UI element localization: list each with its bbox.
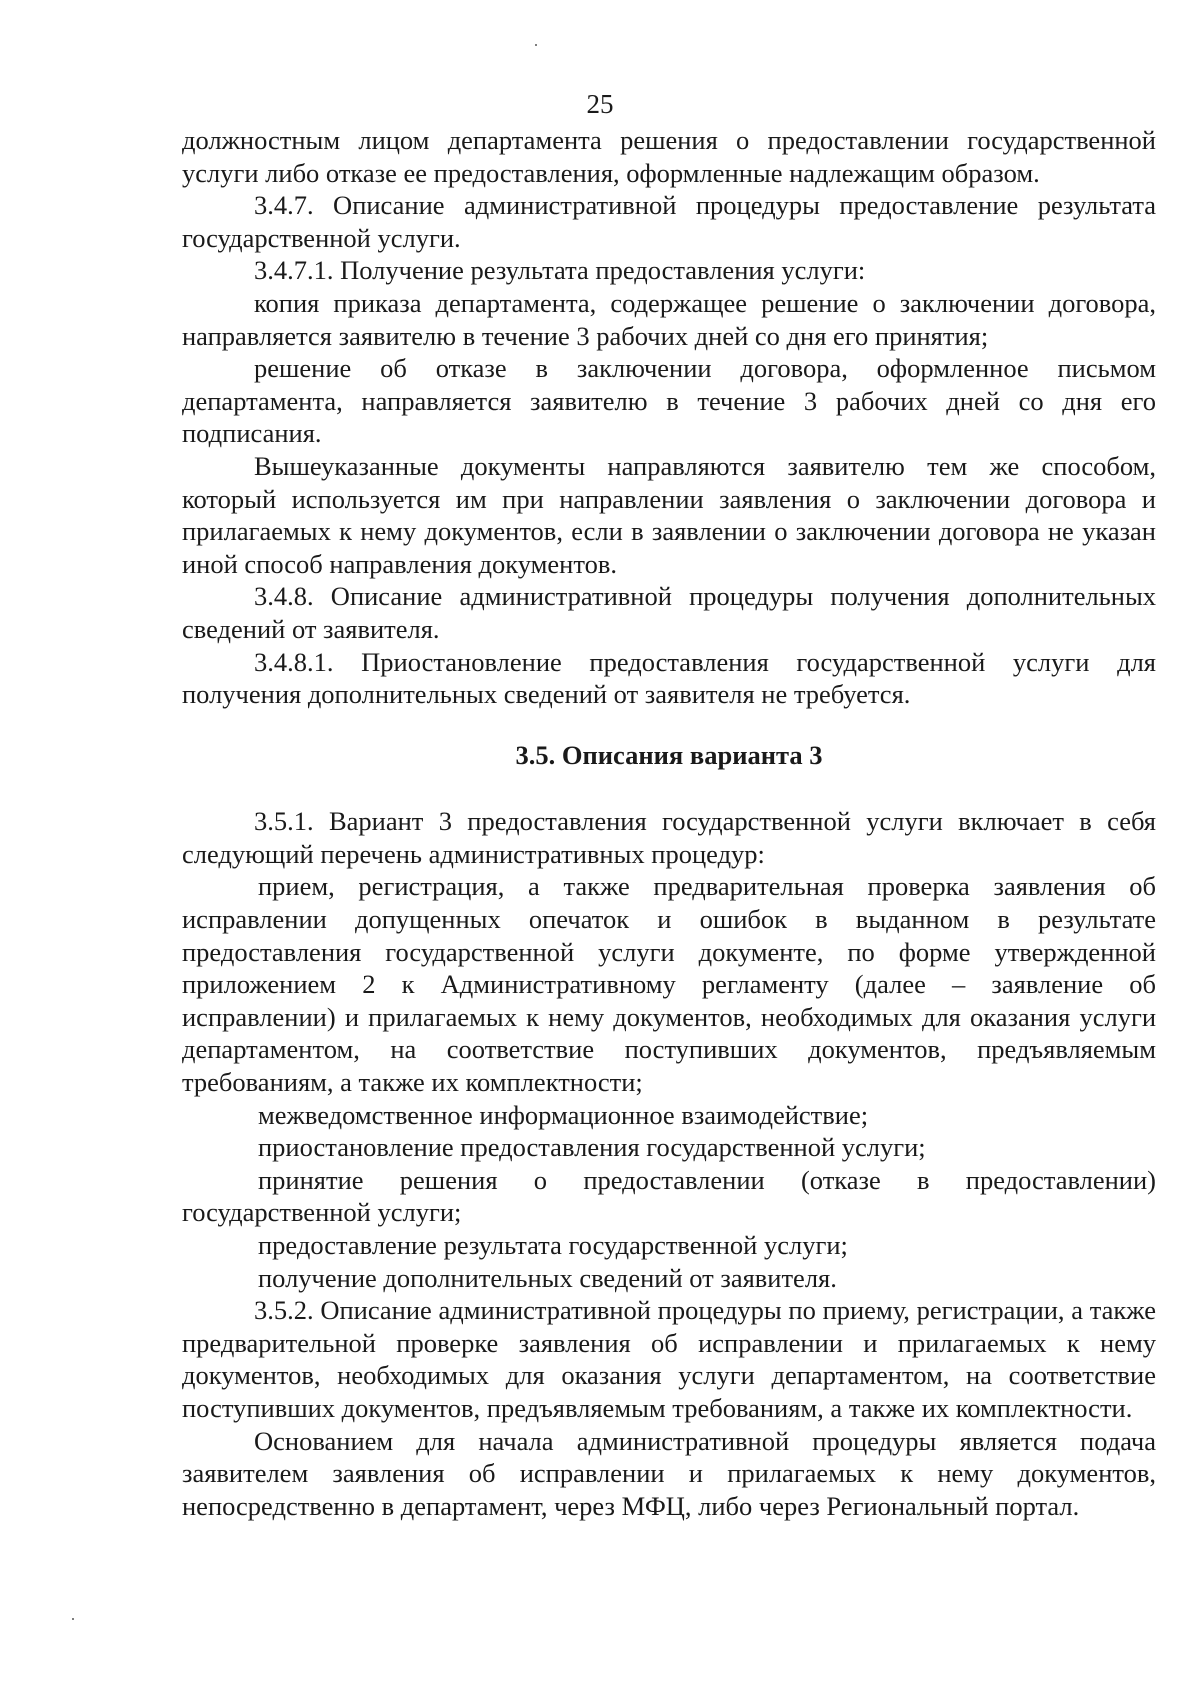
document-body (182, 124, 1156, 1522)
list-item: прием, регистрация, а также предварительная проверка заявления об исправлении допущенных опечаток и ошибок в выданном в результате предоставления государственной услуги документе, по форме утвержденной приложением 2 к Административному регламенту (далее – заявление об исправлении) и прилагаемых к нему документов, необходимых для оказания услуги департаментом, на соответствие поступивших документов, предъявляемым требованиям, а также их комплектности; (182, 871, 1156, 1098)
paragraph: 3.4.7.1. Получение результата предоставления услуги: (254, 255, 866, 286)
paragraph: должностным лицом департамента решения о предоставлении государственной услуги либо отказе ее предоставления, оформленные надлежащим образом. (182, 125, 1156, 188)
list-item: получение дополнительных сведений от заявителя. (258, 1262, 837, 1293)
list-item: принятие решения о предоставлении (отказе в предоставлении) государственной услуги; (182, 1164, 1156, 1228)
scan-speck-bottom (72, 1618, 74, 1620)
paragraph: Вышеуказанные документы направляются заявителю тем же способом, который используется им при направлении заявления о заключении договора и прилагаемых к нему документов, если в заявлении о заключении договора не указан иной способ направления документов. (182, 450, 1156, 579)
paragraph: решение об отказе в заключении договора, оформленное письмом департамента, направляется заявителю в течение 3 рабочих дней со дня его подписания. (182, 353, 1156, 449)
scan-speck-top (535, 44, 537, 46)
list-item: приостановление предоставления государственной услуги; (258, 1132, 926, 1163)
paragraph: 3.4.7. Описание административной процедуры предоставление результата государственной услуги. (182, 190, 1156, 253)
paragraph: 3.4.8.1. Приостановление предоставления государственной услуги для получения дополнительных сведений от заявителя не требуется. (182, 646, 1156, 710)
paragraph: 3.5.2. Описание административной процедуры по приему, регистрации, а также предварительной проверке заявления об исправлении и прилагаемых к нему документов, необходимых для оказания услуги департаментом, на соответствие поступивших документов, предъявляемым требованиям, а также их комплектности. (182, 1295, 1156, 1423)
paragraph: 3.4.8. Описание административной процедуры получения дополнительных сведений от заявителя. (182, 581, 1156, 644)
list-item: межведомственное информационное взаимодействие; (258, 1099, 869, 1130)
paragraph: 3.5.1. Вариант 3 предоставления государственной услуги включает в себя следующий перечень административных процедур: (182, 806, 1156, 869)
paragraph: копия приказа департамента, содержащее решение о заключении договора, направляется заявителю в течение 3 рабочих дней со дня его принятия; (182, 287, 1156, 351)
list-item: предоставление результата государственной услуги; (258, 1230, 848, 1260)
section-heading: 3.5. Описания варианта 3 (515, 739, 823, 770)
page-number: 25 (586, 89, 614, 119)
paragraph: Основанием для начала административной процедуры является подача заявителем заявления об исправлении и прилагаемых к нему документов, непосредственно в департамент, через МФЦ, либо через Региональный портал. (182, 1425, 1156, 1521)
